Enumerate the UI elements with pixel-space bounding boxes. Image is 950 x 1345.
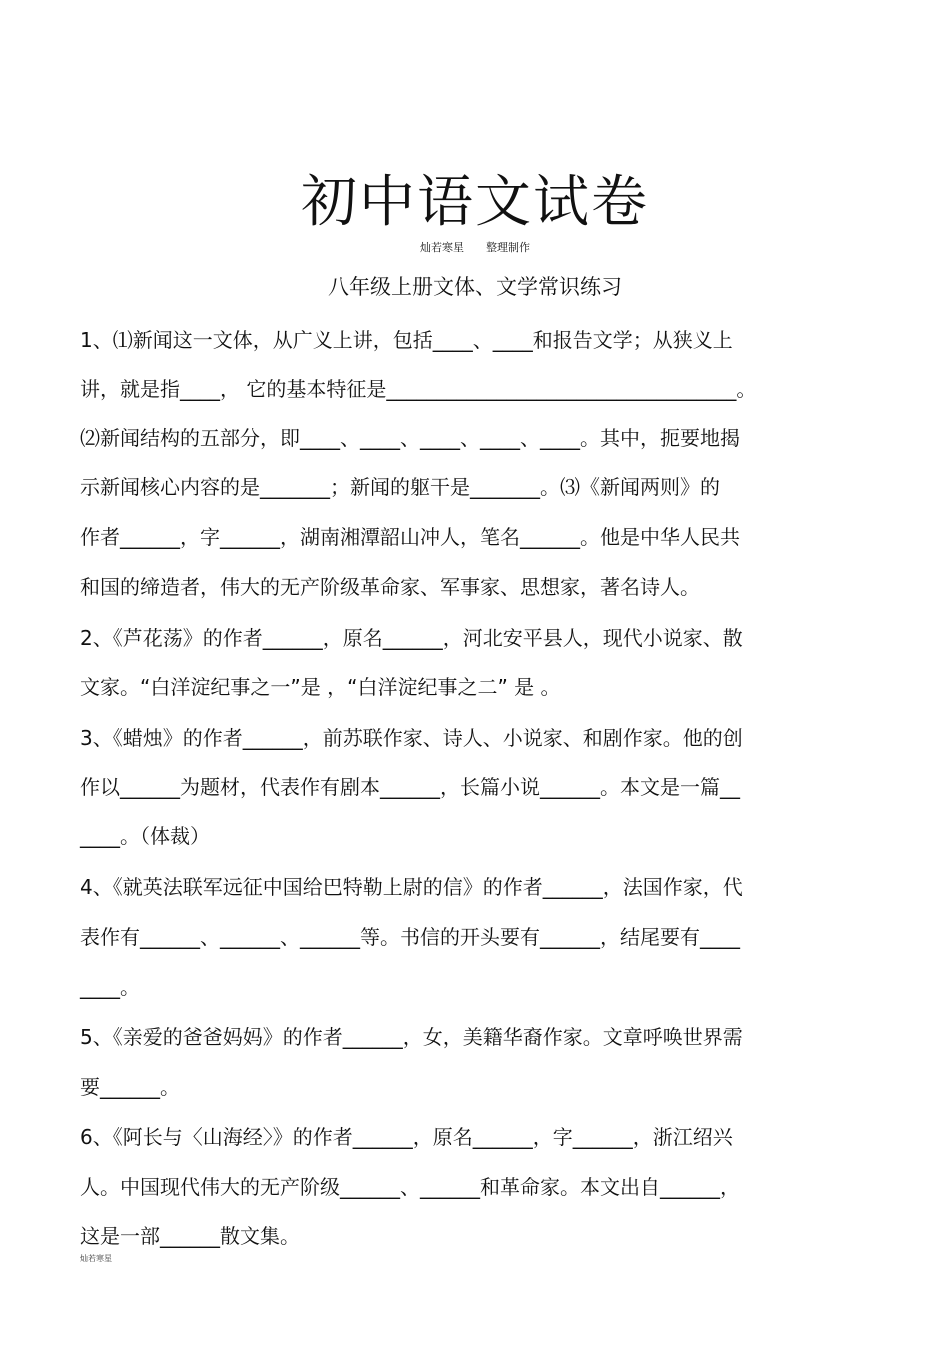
author-name: 灿若寒星 (420, 241, 464, 254)
question-line: 人。中国现代伟大的无产阶级______、______和革命家。本文出自______， (80, 1175, 740, 1199)
question-line: 5、《亲爱的爸爸妈妈》的作者______，女，美籍华裔作家。文章呼唤世界需 (80, 1025, 743, 1049)
author-credit (0, 241, 950, 255)
question-line: 文家。“白洋淀纪事之一”是 ，“白洋淀纪事之二” 是 。 (80, 675, 561, 699)
footer-credit: 灿若寒星 (80, 1254, 112, 1263)
question-line: ⑵新闻结构的五部分，即____、____、____、____、____。其中，扼要地揭 (80, 426, 740, 450)
question-line: 讲，就是指____， 它的基本特征是___________________________________。 (80, 377, 757, 401)
question-line: 2、《芦花荡》的作者______，原名______，河北安平县人，现代小说家、散 (80, 626, 743, 650)
question-line: 表作有______、______、______等。书信的开头要有______，结尾要有____ (80, 925, 740, 949)
question-line: 作以______为题材，代表作有剧本______，长篇小说______。本文是一篇__ (80, 775, 740, 799)
question-line: 作者______，字______，湖南湘潭韶山冲人，笔名______。他是中华人民共 (80, 525, 740, 549)
page-title: 初中语文试卷 (301, 170, 649, 235)
question-line: 1、⑴新闻这一文体，从广义上讲，包括____、____和报告文学；从狭义上 (80, 328, 733, 352)
question-line: 要______。 (80, 1075, 180, 1099)
question-line: ____。（体裁） (80, 824, 210, 848)
question-line: 6、《阿长与〈山海经〉》的作者______，原名______，字______，浙江绍兴 (80, 1125, 733, 1149)
question-line: 4、《就英法联军远征中国给巴特勒上尉的信》的作者______，法国作家，代 (80, 875, 743, 899)
section-subtitle: 八年级上册文体、文学常识练习 (328, 275, 622, 299)
question-line: ____。 (80, 975, 140, 999)
question-line: 和国的缔造者，伟大的无产阶级革命家、军事家、思想家，著名诗人。 (80, 575, 700, 599)
question-line: 示新闻核心内容的是_______；新闻的躯干是_______。⑶《新闻两则》的 (80, 475, 720, 499)
question-line: 这是一部______散文集。 (80, 1224, 300, 1248)
question-line: 3、《蜡烛》的作者______，前苏联作家、诗人、小说家、和剧作家。他的创 (80, 726, 743, 750)
author-role: 整理制作 (486, 241, 530, 254)
